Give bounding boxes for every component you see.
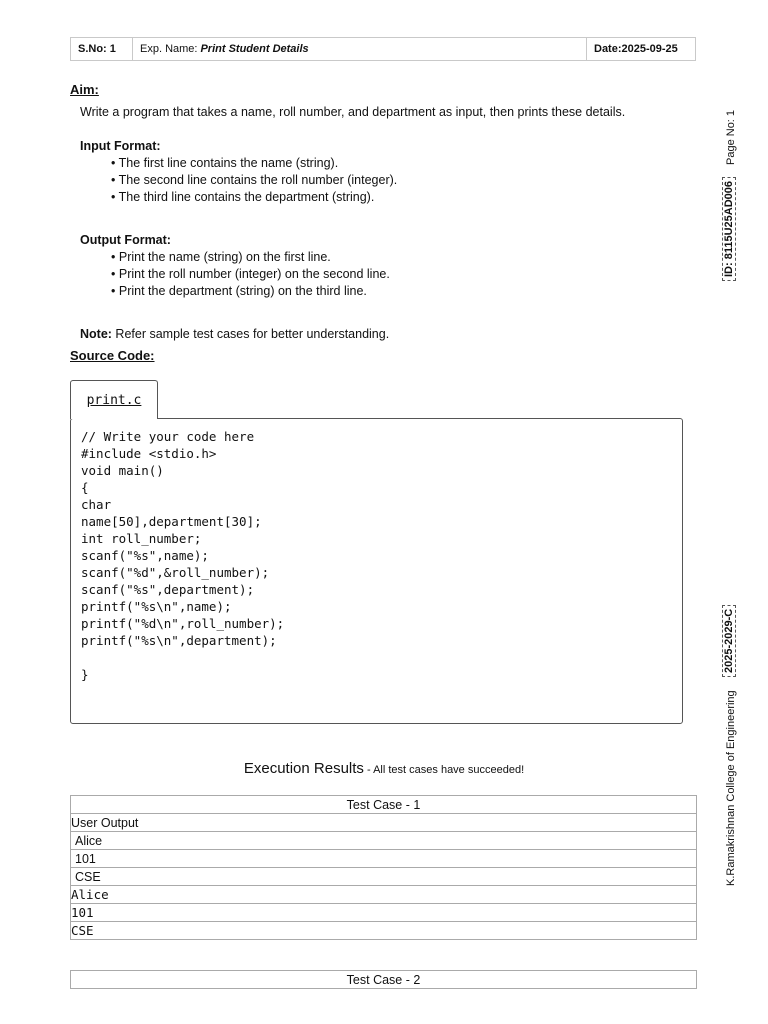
experiment-name-label: Exp. Name:	[140, 43, 198, 55]
list-item: • Print the department (string) on the third line.	[111, 283, 690, 300]
aim-description: Write a program that takes a name, roll number, and department as input, then prints these details.	[80, 105, 626, 119]
test-case-1-table	[70, 795, 697, 940]
experiment-header	[70, 37, 696, 61]
test-case-title: Test Case - 1	[71, 796, 697, 814]
user-output-label: User Output	[71, 814, 697, 832]
user-output-line: Alice	[71, 832, 697, 850]
list-item: • The second line contains the roll number (integer).	[111, 172, 690, 189]
note-text: Refer sample test cases for better understanding.	[111, 327, 390, 341]
expected-output-line: 101	[71, 904, 697, 922]
code-editor	[70, 418, 683, 724]
test-case-title: Test Case - 2	[71, 971, 697, 989]
aim-heading: Aim:	[70, 82, 99, 97]
expected-output-line: Alice	[71, 886, 697, 904]
output-format-list	[80, 249, 690, 300]
experiment-name-cell	[133, 38, 587, 60]
source-code-heading: Source Code:	[70, 348, 155, 363]
college-name: K.Ramakrishnan College of Engineering	[725, 690, 737, 886]
note	[80, 326, 690, 343]
execution-results-title	[0, 760, 768, 778]
experiment-date: Date:2025-09-25	[594, 43, 678, 55]
list-item: • Print the roll number (integer) on the second line.	[111, 266, 690, 283]
user-output-line: 101	[71, 850, 697, 868]
source-code: // Write your code here #include <stdio.h> void main() { char name[50],department[30]; int roll_number; scanf("%s",name); scanf("%d",&roll_number); scanf("%s",department); printf("%s\n",name); printf("%d\n",roll_number); printf("%s\n",department); }	[81, 429, 285, 682]
note-label: Note:	[80, 327, 112, 341]
student-id: ID: 8115U25AD006	[722, 177, 736, 281]
execution-results-heading: Execution Results	[243, 760, 364, 777]
execution-results-status: - All test cases have succeeded!	[363, 764, 525, 776]
page-number: Page No: 1	[725, 109, 737, 165]
file-tab-label: print.c	[86, 392, 142, 408]
input-format-heading: Input Format:	[80, 139, 161, 153]
list-item: • The first line contains the name (string).	[111, 155, 690, 172]
test-case-2-table	[70, 970, 697, 989]
experiment-name: Print Student Details	[200, 43, 309, 55]
list-item: • Print the name (string) on the first line.	[111, 249, 690, 266]
aim-content	[80, 104, 690, 343]
user-output-line: CSE	[71, 868, 697, 886]
expected-output-line: CSE	[71, 922, 697, 940]
output-format-heading: Output Format:	[80, 233, 171, 247]
serial-number: S.No: 1	[71, 38, 133, 60]
batch-label: 2025-2029-C	[722, 605, 736, 677]
file-tab-print-c[interactable]	[70, 380, 158, 419]
input-format-list	[80, 155, 690, 206]
list-item: • The third line contains the department (string).	[111, 189, 690, 206]
